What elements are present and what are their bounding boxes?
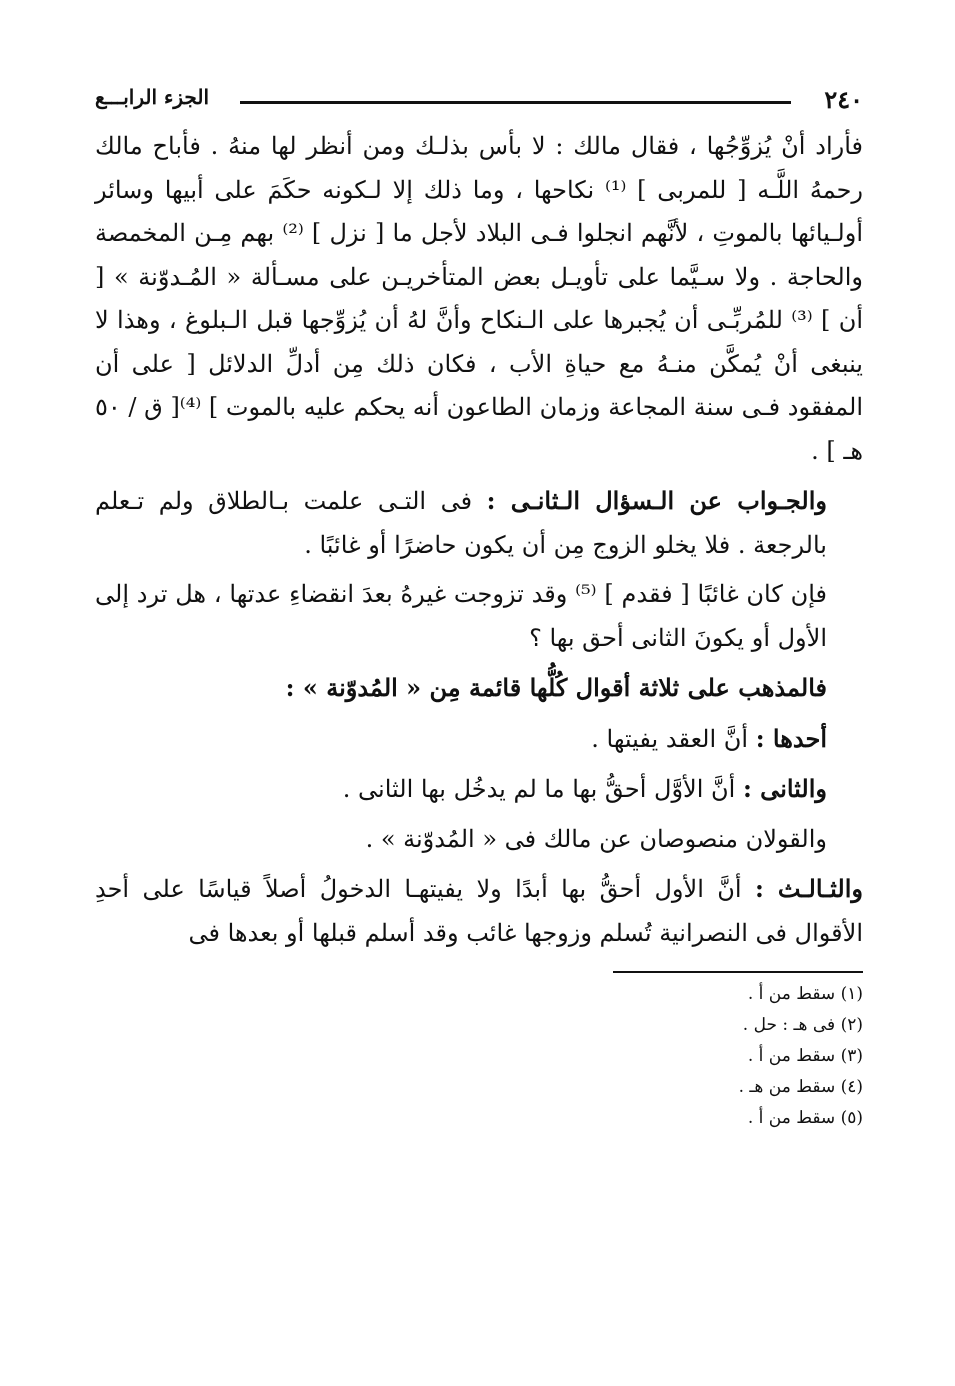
- paragraph-text: فأراد أنْ يُزوِّجُها ، فقال مالك : لا بأس بذلـك ومن أنظر لها منهُ . فأباح مالك رحمهُ اللَّـه [ للمربى ] ⁽¹⁾ نكاحها ، وما ذلك إلا لـكونه حكَمَ على أبيها وسائر أولـيائها بالموتِ ، لأنَّهم انجلوا فـى البلاد لأجل ما [ نزل ] ⁽²⁾ بهم مِـن المخمصة والحاجة . ولا سـيَّما على تأويـل بعض المتأخريـن على مسـألة « المُـدوّنة » [ أن ] ⁽³⁾ للمُربِّـى أن يُجبرها على الـنكاح وأنَّ لهُ أن يُزوِّجها قبل الـبلوغ ، وهذا لا ينبغى أنْ يُمكَّن منـهُ مع حياةِ الأب ، فكان ذلك مِن أدلِّ الدلائل [ على أن المفقود فـى سنة المجاعة وزمان الطاعون أنه يحكم عليه بالموت ] ⁽⁴⁾[ ق / ٥٠ هـ ] .: [95, 132, 864, 465]
- body-text: [95, 125, 863, 955]
- running-title: الجزء الرابـــع: [95, 85, 209, 109]
- paragraph-3: [95, 573, 863, 660]
- footnote-2: (٢) فى هـ : حل .: [742, 1015, 863, 1035]
- paragraph-text: والقولان منصوصان عن مالك فى « المُدوّنة » .: [365, 824, 827, 853]
- paragraph-1: [95, 125, 863, 473]
- paragraph-lead: أحدها :: [755, 723, 827, 753]
- paragraph-8: [95, 867, 863, 955]
- paragraph-text: فى التـى علمت بـالطلاق ولم تـعلم بالرجعة . فلا يخلو الزوج مِن أن يكون حاضرًا أو غائبًا .: [95, 487, 827, 559]
- paragraph-5: [95, 717, 863, 762]
- header-rule: [240, 101, 791, 104]
- paragraph-text: أنَّ العقد يفيتها .: [591, 724, 756, 753]
- paragraph-4: [95, 666, 863, 711]
- footnotes: [95, 979, 863, 1134]
- page-header: [95, 85, 863, 125]
- paragraph-2: [95, 479, 863, 567]
- paragraph-6: [95, 767, 863, 812]
- paragraph-text: أنَّ الأوَّل أحقُّ بها ما لم يدخُل بها الثانى .: [342, 775, 743, 803]
- footnote-4: (٤) سقط من هـ .: [738, 1077, 863, 1097]
- paragraph-text: فإن كان غائبًا [ فقدم ] ⁽⁵⁾ وقد تزوجت غيرهُ بعدَ انقضاءِ عدتها ، هل ترد إلى الأول أو يكونَ الثانى أحق بها ؟: [95, 580, 827, 652]
- page-number: ٢٤٠: [824, 85, 863, 114]
- footnote-3: (٣) سقط من أ .: [747, 1046, 863, 1066]
- paragraph-lead: والجـواب عن الـسؤال الـثانـى :: [486, 486, 827, 515]
- paragraph-text: أنَّ الأول أحقُّ بها أبدًا ولا يفيتهـا الدخولُ أصلاً قياسًا على أحدِ الأقوال فى النصرانية تُسلم وزوجها غائب وقد أسلم قبلها أو بعدها فى: [95, 875, 863, 947]
- paragraph-7: [95, 818, 863, 862]
- paragraph-lead: والثانى :: [742, 774, 827, 803]
- footnote-1: (١) سقط من أ .: [747, 984, 863, 1004]
- paragraph-lead: والثـالـث :: [754, 874, 863, 903]
- paragraph-lead: فالمذهب على ثلاثة أقوال كُلُّها قائمة مِن « المُدوّنة » :: [285, 673, 827, 702]
- footnote-rule: [613, 971, 863, 973]
- footnote-5: (٥) سقط من أ .: [747, 1108, 863, 1128]
- page: [95, 85, 863, 1325]
